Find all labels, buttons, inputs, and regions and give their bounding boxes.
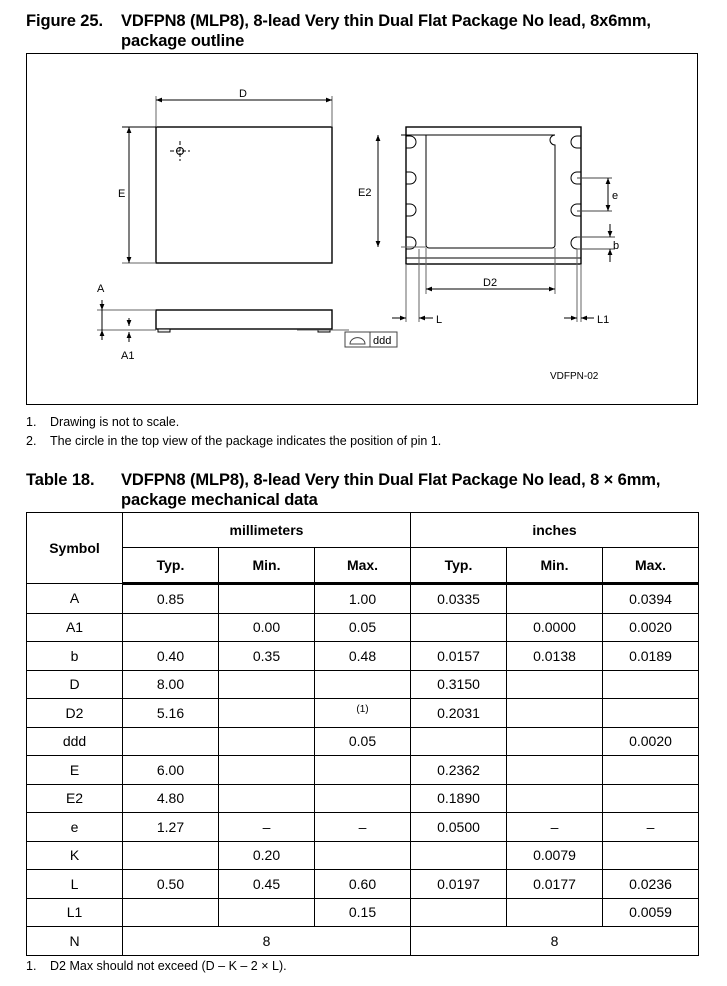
cell-in-max: 0.0020 — [603, 613, 699, 642]
cell-in-max: – — [603, 813, 699, 842]
figure-note: 1. Drawing is not to scale. — [26, 415, 180, 429]
cell-in-max: 0.0394 — [603, 584, 699, 614]
label-L: L — [436, 314, 443, 326]
cell-in-typ: 0.2362 — [411, 756, 507, 785]
header-in-min: Min. — [507, 548, 603, 584]
cell-in-max: 0.0020 — [603, 727, 699, 756]
cell-mm-typ: 6.00 — [123, 756, 219, 785]
label-E2: E2 — [358, 187, 372, 199]
cell-mm-max — [315, 756, 411, 785]
label-A1: A1 — [121, 350, 135, 362]
cell-mm-min — [219, 784, 315, 813]
table-row — [27, 613, 699, 642]
cell-in-min — [507, 584, 603, 614]
cell-mm-typ: 0.85 — [123, 584, 219, 614]
cell-in-typ — [411, 841, 507, 870]
cell-symbol: N — [27, 927, 123, 956]
cell-symbol: E — [27, 756, 123, 785]
top-view-body — [156, 127, 332, 263]
exposed-pad — [426, 135, 555, 248]
cell-mm-typ — [123, 898, 219, 927]
cell-in-max: 0.0236 — [603, 870, 699, 899]
table-row-N — [27, 927, 699, 956]
header-mm-typ: Typ. — [123, 548, 219, 584]
cell-in-min — [507, 699, 603, 728]
cell-mm-max: 0.48 — [315, 642, 411, 671]
table-row — [27, 898, 699, 927]
cell-mm-min: 0.35 — [219, 642, 315, 671]
cell-mm-typ: 5.16 — [123, 699, 219, 728]
cell-in-max — [603, 670, 699, 699]
cell-mm-typ: 0.40 — [123, 642, 219, 671]
figure-caption — [26, 11, 711, 51]
label-ddd: ddd — [373, 335, 392, 347]
label-A: A — [97, 283, 105, 295]
cell-symbol: E2 — [27, 784, 123, 813]
header-symbol: Symbol — [27, 513, 123, 584]
table-row — [27, 727, 699, 756]
cell-in-typ: 0.0197 — [411, 870, 507, 899]
cell-mm-typ — [123, 727, 219, 756]
cell-mm-typ: 8.00 — [123, 670, 219, 699]
header-mm-min: Min. — [219, 548, 315, 584]
cell-in-min — [507, 670, 603, 699]
cell-symbol: D — [27, 670, 123, 699]
table-row — [27, 670, 699, 699]
side-view-body — [156, 310, 332, 329]
cell-symbol: e — [27, 813, 123, 842]
cell-mm-typ: 1.27 — [123, 813, 219, 842]
cell-mm-typ: 4.80 — [123, 784, 219, 813]
cell-symbol: b — [27, 642, 123, 671]
cell-symbol: ddd — [27, 727, 123, 756]
table-row — [27, 756, 699, 785]
label-L1: L1 — [597, 314, 610, 326]
cell-in-min: 0.0177 — [507, 870, 603, 899]
cell-in-typ — [411, 727, 507, 756]
table-note: 1. D2 Max should not exceed (D – K – 2 × L). — [26, 959, 287, 973]
cell-mm-max: 0.15 — [315, 898, 411, 927]
cell-mm-min — [219, 699, 315, 728]
cell-mm-max — [315, 699, 411, 728]
cell-symbol: L1 — [27, 898, 123, 927]
footnote-ref: (1) — [356, 704, 369, 716]
right-leads — [571, 136, 581, 249]
table-number: Table 18. — [26, 471, 95, 489]
table-row — [27, 870, 699, 899]
cell-in-typ: 0.1890 — [411, 784, 507, 813]
cell-mm-min — [219, 670, 315, 699]
header-millimeters: millimeters — [123, 513, 411, 548]
cell-in-max: 0.0189 — [603, 642, 699, 671]
cell-mm-typ — [123, 841, 219, 870]
cell-in-min: – — [507, 813, 603, 842]
cell-mm-min — [219, 756, 315, 785]
cell-mm-min: 0.20 — [219, 841, 315, 870]
cell-in-typ: 0.0500 — [411, 813, 507, 842]
header-mm-max: Max. — [315, 548, 411, 584]
cell-in-max — [603, 841, 699, 870]
cell-inches: 8 — [411, 927, 699, 956]
cell-mm-min: 0.00 — [219, 613, 315, 642]
cell-symbol: A — [27, 584, 123, 614]
cell-in-max — [603, 784, 699, 813]
cell-symbol: L — [27, 870, 123, 899]
cell-mm-max: 0.05 — [315, 727, 411, 756]
figure-number: Figure 25. — [26, 12, 103, 30]
cell-in-max — [603, 756, 699, 785]
cell-mm-max: 0.60 — [315, 870, 411, 899]
cell-in-min: 0.0000 — [507, 613, 603, 642]
pin1-indicator-icon — [170, 141, 190, 161]
cell-in-min: 0.0079 — [507, 841, 603, 870]
left-leads — [406, 136, 416, 249]
cell-mm-max — [315, 670, 411, 699]
cell-mm-typ: 0.50 — [123, 870, 219, 899]
header-row-stats — [27, 548, 699, 584]
cell-mm-min — [219, 727, 315, 756]
cell-mm: 8 — [123, 927, 411, 956]
header-in-max: Max. — [603, 548, 699, 584]
cell-in-typ: 0.2031 — [411, 699, 507, 728]
header-row-units — [27, 513, 699, 548]
label-b: b — [613, 240, 620, 252]
table-notes — [26, 957, 287, 976]
cell-in-min: 0.0138 — [507, 642, 603, 671]
table-row — [27, 784, 699, 813]
mechanical-data-table — [26, 512, 699, 956]
cell-in-typ: 0.3150 — [411, 670, 507, 699]
table-caption — [26, 470, 711, 510]
header-inches: inches — [411, 513, 699, 548]
label-E: E — [118, 188, 126, 200]
cell-mm-min — [219, 584, 315, 614]
figure-notes — [26, 413, 441, 451]
table-row — [27, 813, 699, 842]
cell-in-max — [603, 699, 699, 728]
cell-in-typ: 0.0335 — [411, 584, 507, 614]
cell-in-min — [507, 784, 603, 813]
cell-symbol: K — [27, 841, 123, 870]
table-row — [27, 642, 699, 671]
cell-mm-min: 0.45 — [219, 870, 315, 899]
cell-symbol: D2 — [27, 699, 123, 728]
cell-mm-max — [315, 841, 411, 870]
cell-in-min — [507, 898, 603, 927]
cell-in-typ — [411, 898, 507, 927]
cell-mm-max: 0.05 — [315, 613, 411, 642]
package-outline-figure — [26, 53, 698, 405]
header-in-typ: Typ. — [411, 548, 507, 584]
table-row — [27, 699, 699, 728]
cell-in-typ — [411, 613, 507, 642]
figure-title: VDFPN8 (MLP8), 8-lead Very thin Dual Flat Package No lead, 8x6mm, package outline — [121, 12, 651, 50]
cell-mm-min: – — [219, 813, 315, 842]
table-row — [27, 841, 699, 870]
drawing-id: VDFPN-02 — [550, 371, 599, 382]
cell-mm-max: 1.00 — [315, 584, 411, 614]
cell-in-typ: 0.0157 — [411, 642, 507, 671]
cell-in-min — [507, 727, 603, 756]
package-outline-drawing — [27, 54, 699, 406]
cell-mm-min — [219, 898, 315, 927]
cell-symbol: A1 — [27, 613, 123, 642]
cell-mm-typ — [123, 613, 219, 642]
cell-in-max: 0.0059 — [603, 898, 699, 927]
cell-in-min — [507, 756, 603, 785]
table-row — [27, 584, 699, 614]
label-D: D — [239, 88, 247, 100]
label-e: e — [612, 190, 619, 202]
cell-mm-max: – — [315, 813, 411, 842]
table-title: VDFPN8 (MLP8), 8-lead Very thin Dual Flat Package No lead, 8 × 6mm, package mechanical data — [121, 471, 661, 509]
figure-note: 2. The circle in the top view of the package indicates the position of pin 1. — [26, 434, 442, 448]
cell-mm-max — [315, 784, 411, 813]
label-D2: D2 — [483, 277, 498, 289]
